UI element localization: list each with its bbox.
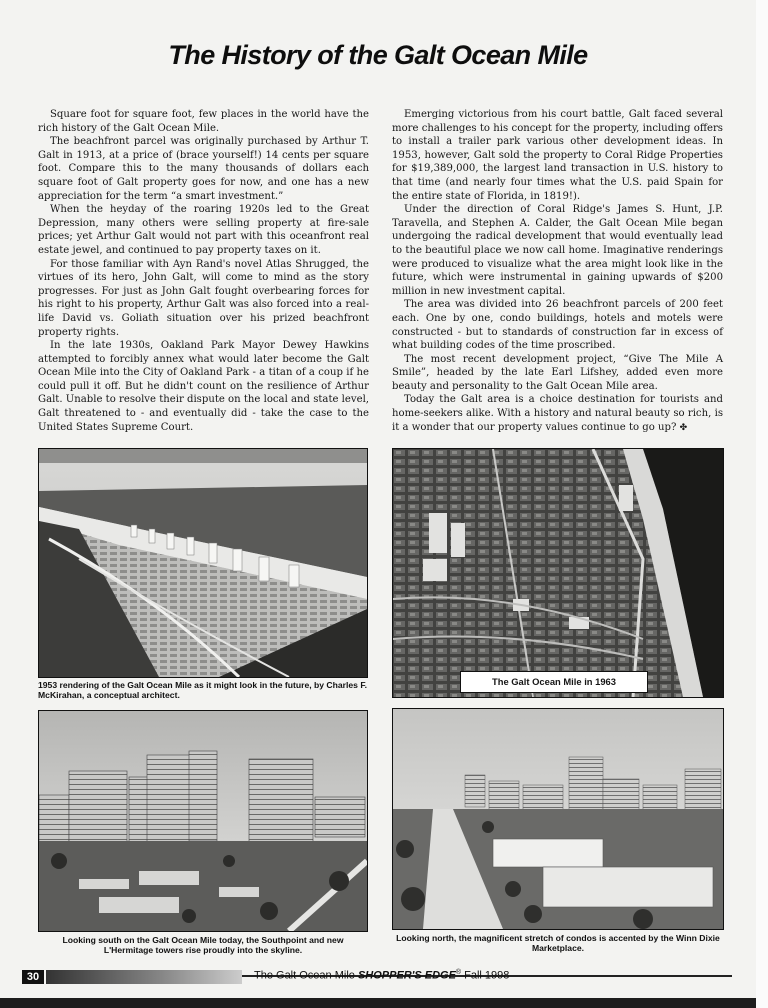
paragraph: The most recent development project, “Give The Mile A Smile”, headed by the late Earl Lifshey, added even more beauty and personality to the Galt Ocean Mile area. [392,353,723,392]
paragraph: Square foot for square foot, few places in the world have the rich history of the Galt Ocean Mile. [38,109,369,134]
footer-issue: Fall 1998 [461,969,510,982]
paragraph: In the late 1930s, Oakland Park Mayor Dewey Hawkins attempted to forcibly annex what would later become the Galt Ocean Mile into the City of Oakland Park - a titan of a coup if he could pull it off. But he didn't count on the resilience of Arthur Galt. Unable to resolve their dispute on the local and state level, Galt threatened to - and eventually did - take the case to the United States Supreme Court. [38,340,369,433]
aerial-1963-caption: The Galt Ocean Mile in 1963 [460,671,648,693]
article-column-left [38,108,369,434]
footer-gradient-bar [46,970,242,984]
aerial-1963-photo [392,448,724,698]
paragraph: When the heyday of the roaring 1920s led to the Great Depression, many others were selling property at fire-sale prices; yet Arthur Galt would not part with this oceanfront real estate jewel, and continued to pay property taxes on it. [38,204,369,256]
looking-north-photo [392,708,724,930]
looking-south-photo [38,710,368,932]
scan-edge-bottom [0,998,756,1008]
paragraph: For those familiar with Ayn Rand's novel Atlas Shrugged, the virtues of its hero, John Galt, will come to mind as the story progresses. For just as John Galt fought overbearing forces for his right to his property, Arthur Galt was also forced into a real-life David vs. Goliath situation over his prized beachfront property rights. [38,258,369,338]
page-number: 30 [22,970,44,984]
paragraph: Under the direction of Coral Ridge's James S. Hunt, J.P. Taravella, and Stephen A. Calder, the Galt Ocean Mile began undergoing the radical development that would eventually lead to the beautiful place we now call home. Imaginative renderings were produced to visualize what the area might look like in the future, which were instrumental in gaining upwards of $200 million in new investment capital. [392,204,723,297]
paragraph: Emerging victorious from his court battle, Galt faced several more challenges to his concept for the property, including offers to install a trailer park various other development ideas. In 1953, however, Galt sold the property to Coral Ridge Properties for $19,389,000, the largest land transaction in U.S. history to that time (and nearly four times what the U.S. paid Spain for the entire state of Florida, in 1819!). [392,109,723,202]
footer-prefix: The Galt Ocean Mile [254,969,358,982]
scan-edge-right [756,0,768,1008]
article-column-right [392,108,723,435]
paragraph: The beachfront parcel was originally purchased by Arthur T. Galt in 1913, at a price of (brace yourself!) 14 cents per square foot. Compare this to the many thousands of dollars each square foot of Galt property goes for now, and one has a new appreciation for the term “a smart investment.” [38,136,369,202]
rendering-caption: 1953 rendering of the Galt Ocean Mile as it might look in the future, by Charles F. McKirahan, a conceptual architect. [38,680,368,701]
article-title: The History of the Galt Ocean Mile [168,40,588,70]
looking-south-caption: Looking south on the Galt Ocean Mile today, the Southpoint and new L'Hermitage towers rise proudly into the skyline. [62,935,344,956]
looking-north-caption: Looking north, the magnificent stretch of condos is accented by the Winn Dixie Marketplace. [396,933,720,954]
end-of-article-icon: ✤ [679,422,688,433]
paragraph: The area was divided into 26 beachfront parcels of 200 feet each. One by one, condo buildings, hotels and motels were constructed - but to standards of construction far in excess of what building codes of the time proscribed. [392,299,723,352]
trademark-symbol: ® [455,969,462,976]
paragraph [392,393,723,435]
footer-brand: SHOPPER'S EDGE [357,969,456,982]
paragraph-text: Today the Galt area is a choice destination for tourists and home-seekers alike. With a history and natural beauty so rich, is it a wonder that our property values continue to go up? [392,394,723,433]
rendering-1953-photo [38,448,368,678]
footer-publication [254,969,509,982]
